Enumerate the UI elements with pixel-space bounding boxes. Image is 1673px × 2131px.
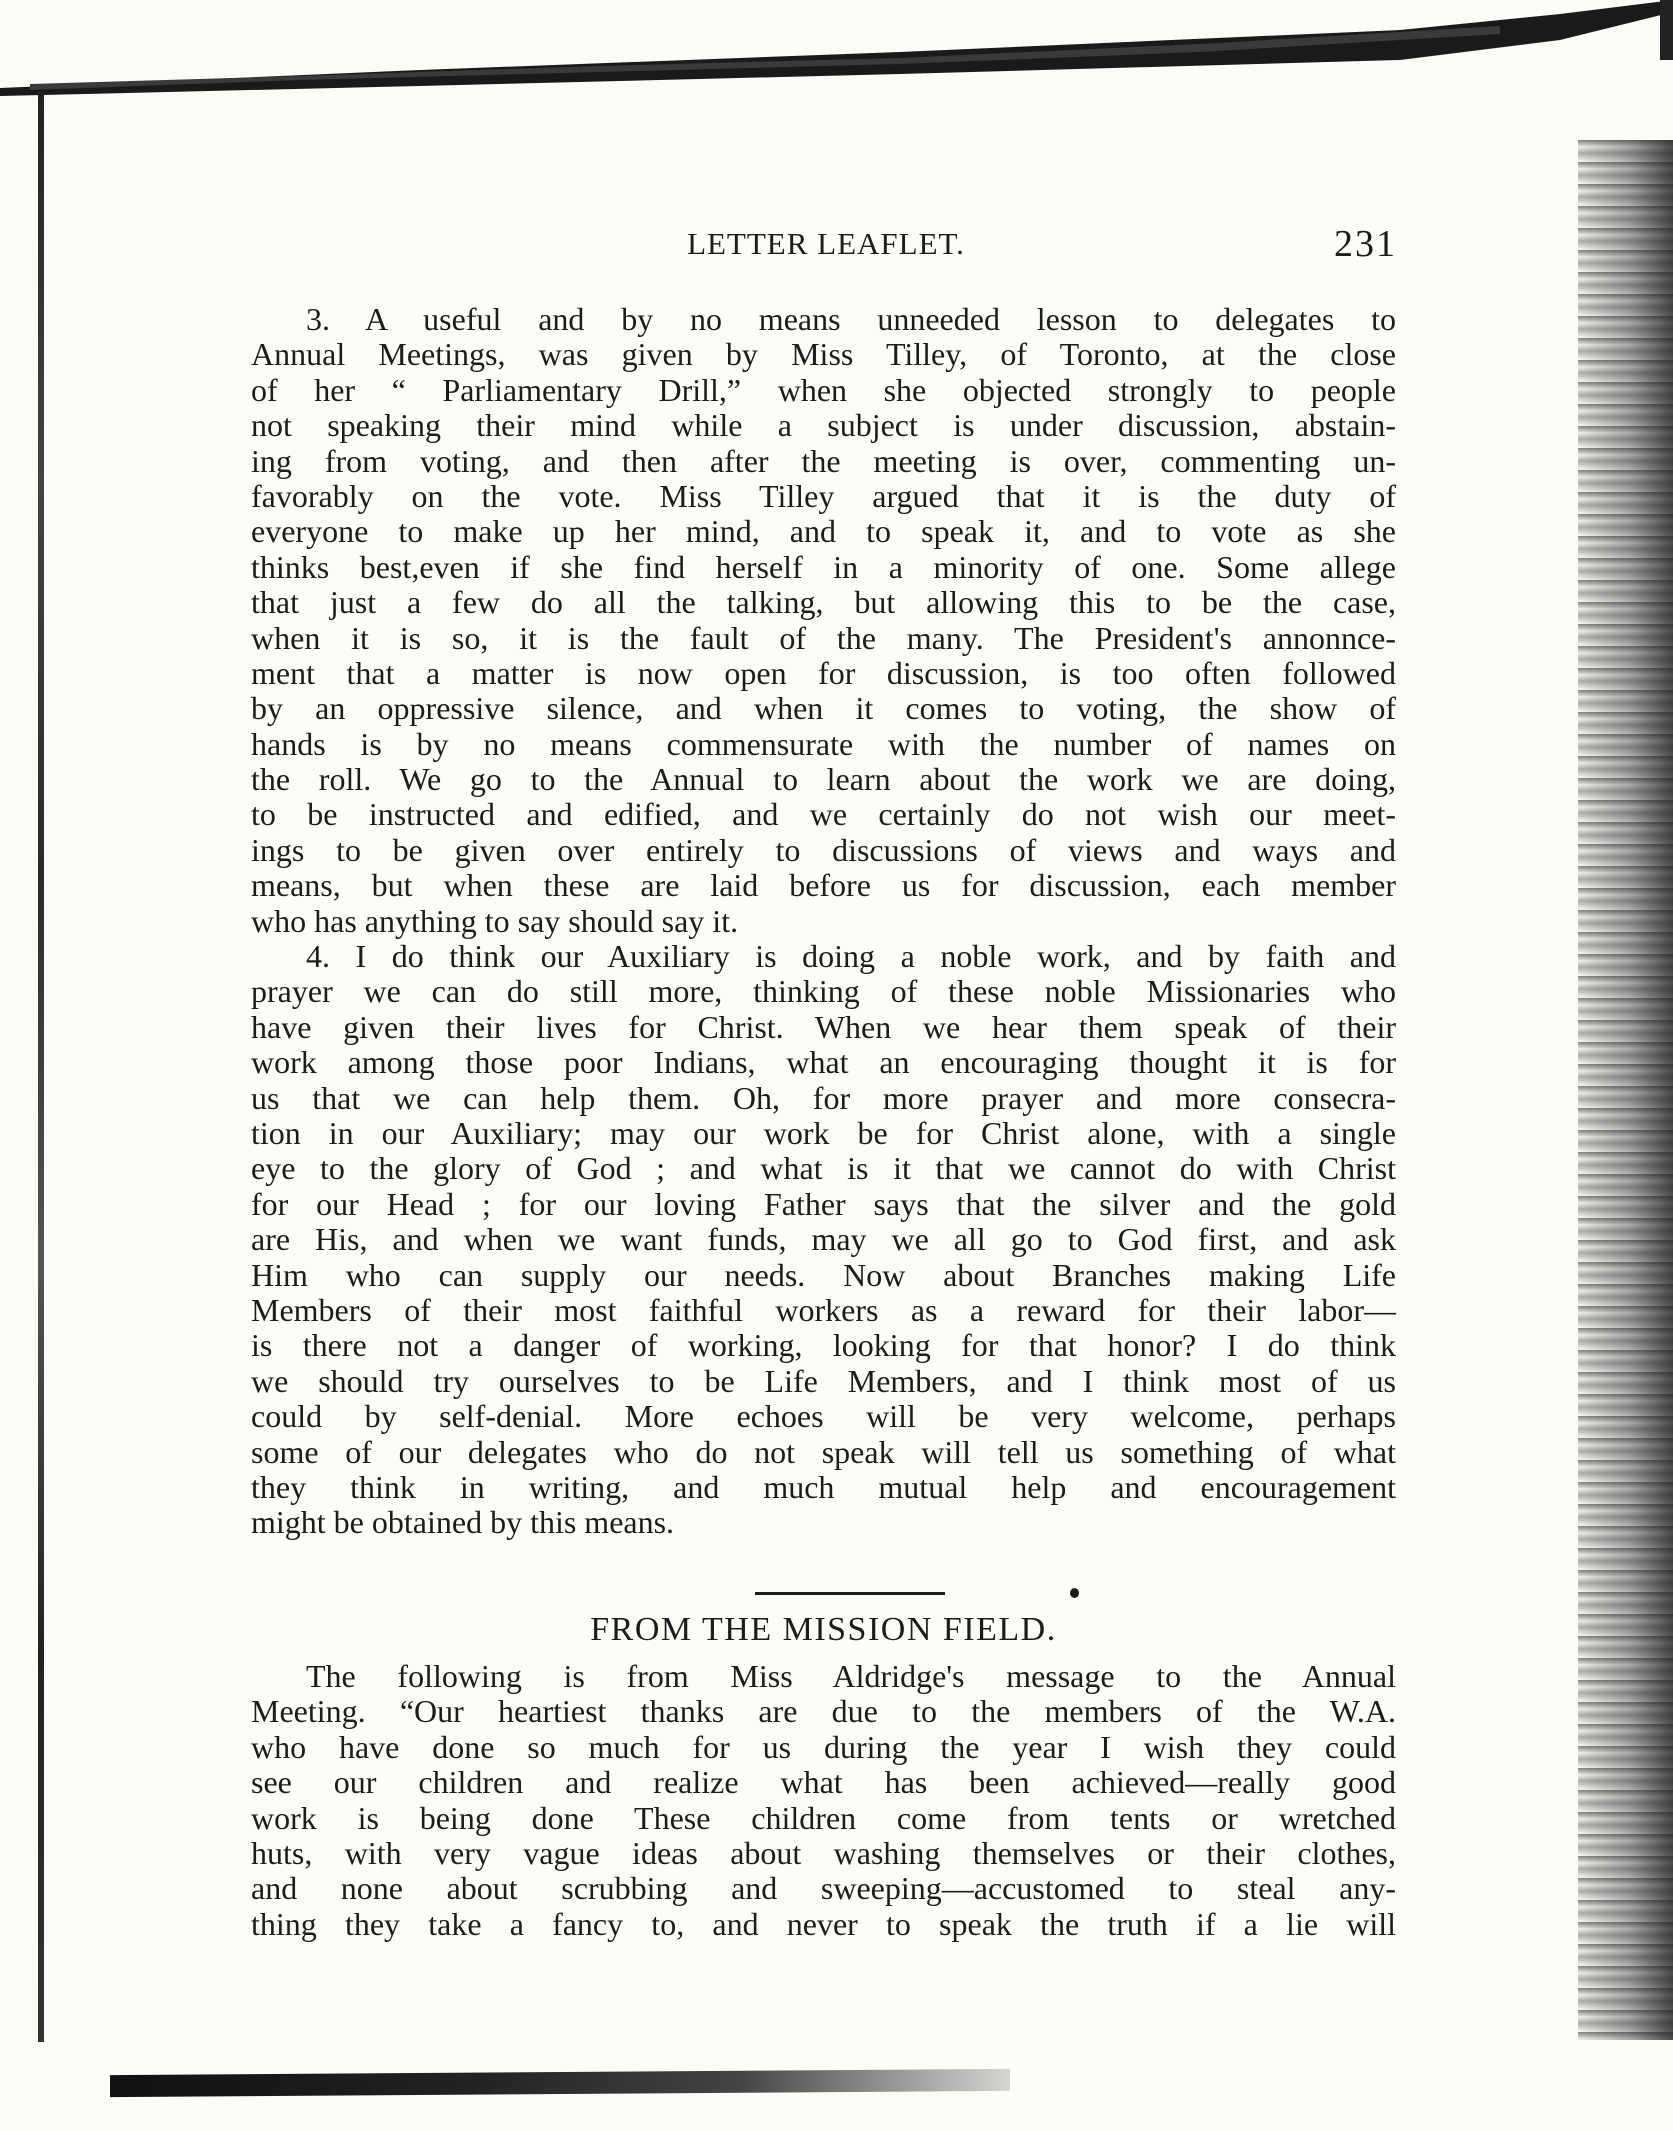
running-head <box>255 223 1397 266</box>
text-line: are His, and when we want funds, may we all go to God first, and ask <box>251 1221 1396 1258</box>
scan-top-edge <box>0 0 1673 100</box>
section-divider <box>740 1586 1110 1606</box>
text-line: have given their lives for Christ. When we hear them speak of their <box>251 1008 1396 1045</box>
text-line: by an oppressive silence, and when it comes to voting, the show of <box>251 690 1396 727</box>
text-line: thinks best,even if she find herself in a minority of one. Some allege <box>251 548 1396 585</box>
text-line: see our children and realize what has been achieved—really good <box>251 1764 1396 1801</box>
text-line: 3. A useful and by no means unneeded lesson to delegates to <box>306 301 1396 337</box>
mission-field-body <box>251 1659 1396 1942</box>
text-line: for our Head ; for our loving Father says that the silver and the gold <box>251 1185 1396 1222</box>
text-line: Meeting. “Our heartiest thanks are due to the members of the W.A. <box>251 1693 1396 1730</box>
text-line: work among those poor Indians, what an encouraging thought it is for <box>251 1044 1396 1081</box>
text-line: and none about scrubbing and sweeping—accustomed to steal any- <box>251 1870 1396 1907</box>
paragraph-4 <box>251 939 1396 1541</box>
text-line: is there not a danger of working, looking for that honor? I do think <box>251 1327 1396 1364</box>
text-line: some of our delegates who do not speak will tell us something of what <box>251 1433 1396 1470</box>
text-line: they think in writing, and much mutual help and encouragement <box>251 1468 1396 1505</box>
scan-right-edge <box>1578 140 1673 2040</box>
text-line: that just a few do all the talking, but allowing this to be the case, <box>251 584 1396 621</box>
divider-rule <box>755 1592 945 1595</box>
text-line: thing they take a fancy to, and never to speak the truth if a lie will <box>251 1905 1396 1942</box>
text-line: could by self-denial. More echoes will be very welcome, perhaps <box>251 1398 1396 1435</box>
text-line: Annual Meetings, was given by Miss Tilley, of Toronto, at the close <box>251 336 1396 373</box>
section-heading: FROM THE MISSION FIELD. <box>590 1611 1057 1648</box>
text-line: ings to be given over entirely to discussions of views and ways and <box>251 831 1396 868</box>
text-line: 4. I do think our Auxiliary is doing a noble work, and by faith and <box>306 938 1396 975</box>
article-body <box>251 302 1396 1541</box>
text-line: prayer we can do still more, thinking of these noble Missionaries who <box>251 973 1396 1010</box>
text-line: when it is so, it is the fault of the many. The President's annonnce- <box>251 619 1396 656</box>
text-line: Members of their most faithful workers as a reward for their labor— <box>251 1291 1396 1328</box>
text-line: of her “ Parliamentary Drill,” when she objected strongly to people <box>251 371 1396 408</box>
text-line: huts, with very vague ideas about washing themselves or their clothes, <box>251 1834 1396 1871</box>
text-line: might be obtained by this means. <box>251 1504 675 1541</box>
text-line: tion in our Auxiliary; may our work be for Christ alone, with a single <box>251 1114 1396 1151</box>
text-line: ing from voting, and then after the meeting is over, commenting un- <box>251 442 1396 479</box>
text-line: The following is from Miss Aldridge's message to the Annual <box>306 1658 1396 1694</box>
text-line: who have done so much for us during the year I wish they could <box>251 1728 1396 1765</box>
scan-bottom-edge <box>110 2069 1010 2097</box>
text-line: means, but when these are laid before us for discussion, each member <box>251 867 1396 904</box>
text-line: not speaking their mind while a subject is under discussion, abstain- <box>251 407 1396 444</box>
text-line: to be instructed and edified, and we certainly do not wish our meet- <box>251 796 1396 833</box>
text-line: hands is by no means commensurate with the number of names on <box>251 725 1396 762</box>
paragraph-3 <box>251 302 1396 939</box>
running-title: LETTER LEAFLET. <box>687 226 965 261</box>
text-line: the roll. We go to the Annual to learn about the work we are doing, <box>251 761 1396 798</box>
text-line: we should try ourselves to be Life Members, and I think most of us <box>251 1362 1396 1399</box>
text-line: work is being done These children come from tents or wretched <box>251 1799 1396 1836</box>
page-number: 231 <box>1334 223 1397 265</box>
text-line: ment that a matter is now open for discussion, is too often followed <box>251 654 1396 691</box>
scan-left-edge <box>38 92 44 2042</box>
text-line: us that we can help them. Oh, for more prayer and more consecra- <box>251 1079 1396 1116</box>
text-line: Him who can supply our needs. Now about Branches making Life <box>251 1256 1396 1293</box>
divider-dot <box>1070 1588 1079 1598</box>
text-line: who has anything to say should say it. <box>251 902 739 939</box>
text-line: favorably on the vote. Miss Tilley argued that it is the duty of <box>251 477 1396 514</box>
text-line: everyone to make up her mind, and to speak it, and to vote as she <box>251 513 1396 550</box>
text-line: eye to the glory of God ; and what is it that we cannot do with Christ <box>251 1150 1396 1187</box>
